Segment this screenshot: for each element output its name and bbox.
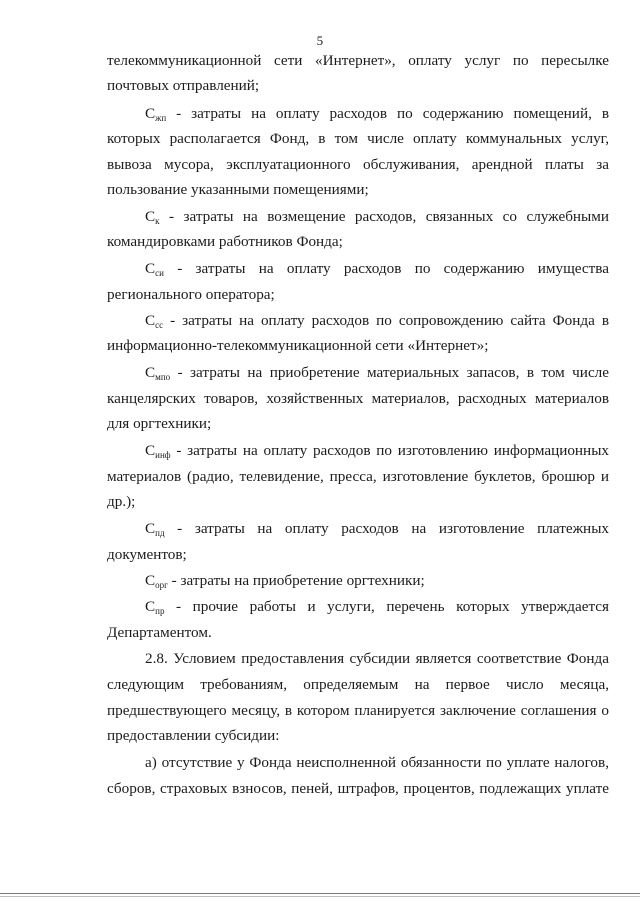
text-line bbox=[107, 492, 609, 512]
text-line bbox=[107, 545, 609, 565]
text-run: - затраты на оплату расходов по изготовлению информационных bbox=[170, 442, 609, 459]
text-run: командировками работников Фонда; bbox=[107, 233, 343, 250]
text-run: - затраты на оплату расходов на изготовление платежных bbox=[164, 520, 609, 537]
text-line bbox=[145, 753, 609, 773]
text-line bbox=[107, 467, 609, 487]
text-run: С bbox=[145, 598, 156, 615]
text-line bbox=[107, 414, 609, 434]
text-run: предшествующего месяцу, в котором планируется заключение соглашения о bbox=[107, 702, 609, 719]
text-run: С bbox=[145, 260, 156, 277]
scan-edge-line-secondary bbox=[0, 896, 640, 897]
text-run: сборов, страховых взносов, пеней, штрафов, процентов, подлежащих уплате bbox=[107, 780, 609, 797]
text-run: - затраты на оплату расходов по содержанию помещений, в bbox=[166, 105, 609, 122]
text-run: которых располагается Фонд, в том числе оплату коммунальных услуг, bbox=[107, 130, 609, 147]
text-line bbox=[107, 726, 609, 746]
subscript: орг bbox=[155, 580, 168, 590]
text-line bbox=[145, 649, 609, 669]
text-run: а) отсутствие у Фонда неисполненной обязанности по уплате налогов, bbox=[145, 754, 609, 771]
text-run: С bbox=[145, 208, 156, 225]
text-line bbox=[145, 259, 609, 279]
text-line bbox=[145, 207, 609, 227]
text-run: С bbox=[145, 520, 156, 537]
text-run: С bbox=[145, 572, 156, 589]
text-line bbox=[107, 51, 609, 71]
text-run: следующим требованиям, определяемым на первое число месяца, bbox=[107, 676, 609, 693]
text-run: - затраты на возмещение расходов, связанных со служебными bbox=[159, 208, 609, 225]
text-line bbox=[107, 155, 609, 175]
text-line bbox=[107, 389, 609, 409]
text-line bbox=[145, 519, 609, 539]
text-line bbox=[107, 232, 609, 252]
text-run: канцелярских товаров, хозяйственных материалов, расходных материалов bbox=[107, 390, 609, 407]
text-run: телекоммуникационной сети «Интернет», оплату услуг по пересылке bbox=[107, 52, 609, 69]
text-run: документов; bbox=[107, 546, 187, 563]
text-run: С bbox=[145, 105, 156, 122]
subscript: пр bbox=[155, 606, 165, 616]
subscript: мпо bbox=[155, 372, 171, 382]
text-run: - прочие работы и услуги, перечень которых утверждается bbox=[164, 598, 609, 615]
text-line bbox=[145, 104, 609, 124]
text-run: информационно-телекоммуникационной сети «Интернет»; bbox=[107, 337, 489, 354]
text-line bbox=[107, 76, 609, 96]
text-run: - затраты на приобретение оргтехники; bbox=[167, 572, 425, 589]
scan-edge-line bbox=[0, 893, 640, 894]
subscript: жп bbox=[155, 113, 167, 123]
text-run: С bbox=[145, 312, 156, 329]
text-line bbox=[107, 623, 609, 643]
text-run: - затраты на оплату расходов по содержанию имущества bbox=[163, 260, 609, 277]
subscript: си bbox=[155, 268, 164, 278]
subscript: инф bbox=[155, 450, 171, 460]
text-run: др.); bbox=[107, 493, 136, 510]
text-line bbox=[107, 336, 609, 356]
text-line bbox=[107, 285, 609, 305]
text-run: вывоза мусора, эксплуатационного обслуживания, арендной платы за bbox=[107, 156, 609, 173]
text-run: пользование указанными помещениями; bbox=[107, 181, 369, 198]
text-run: С bbox=[145, 364, 156, 381]
subscript: пд bbox=[155, 528, 165, 538]
text-line bbox=[107, 779, 609, 799]
text-line bbox=[145, 441, 609, 461]
text-run: материалов (радио, телевидение, пресса, изготовление буклетов, брошюр и bbox=[107, 468, 609, 485]
text-line bbox=[107, 701, 609, 721]
text-run: С bbox=[145, 442, 156, 459]
subscript: сс bbox=[155, 320, 164, 330]
text-run: для оргтехники; bbox=[107, 415, 212, 432]
text-run: - затраты на оплату расходов по сопровождению сайта Фонда в bbox=[163, 312, 609, 329]
text-line bbox=[145, 311, 609, 331]
text-run: - затраты на приобретение материальных запасов, в том числе bbox=[170, 364, 609, 381]
text-line bbox=[145, 571, 609, 591]
text-line bbox=[145, 597, 609, 617]
text-run: Департаментом. bbox=[107, 624, 212, 641]
text-run: предоставлении субсидии: bbox=[107, 727, 280, 744]
text-line bbox=[107, 180, 609, 200]
text-run: 2.8. Условием предоставления субсидии является соответствие Фонда bbox=[145, 650, 609, 667]
text-line bbox=[107, 675, 609, 695]
text-run: почтовых отправлений; bbox=[107, 77, 260, 94]
page-number: 5 bbox=[316, 33, 324, 48]
text-run: регионального оператора; bbox=[107, 286, 275, 303]
text-line bbox=[145, 363, 609, 383]
text-line bbox=[107, 129, 609, 149]
subscript: к bbox=[155, 216, 160, 226]
